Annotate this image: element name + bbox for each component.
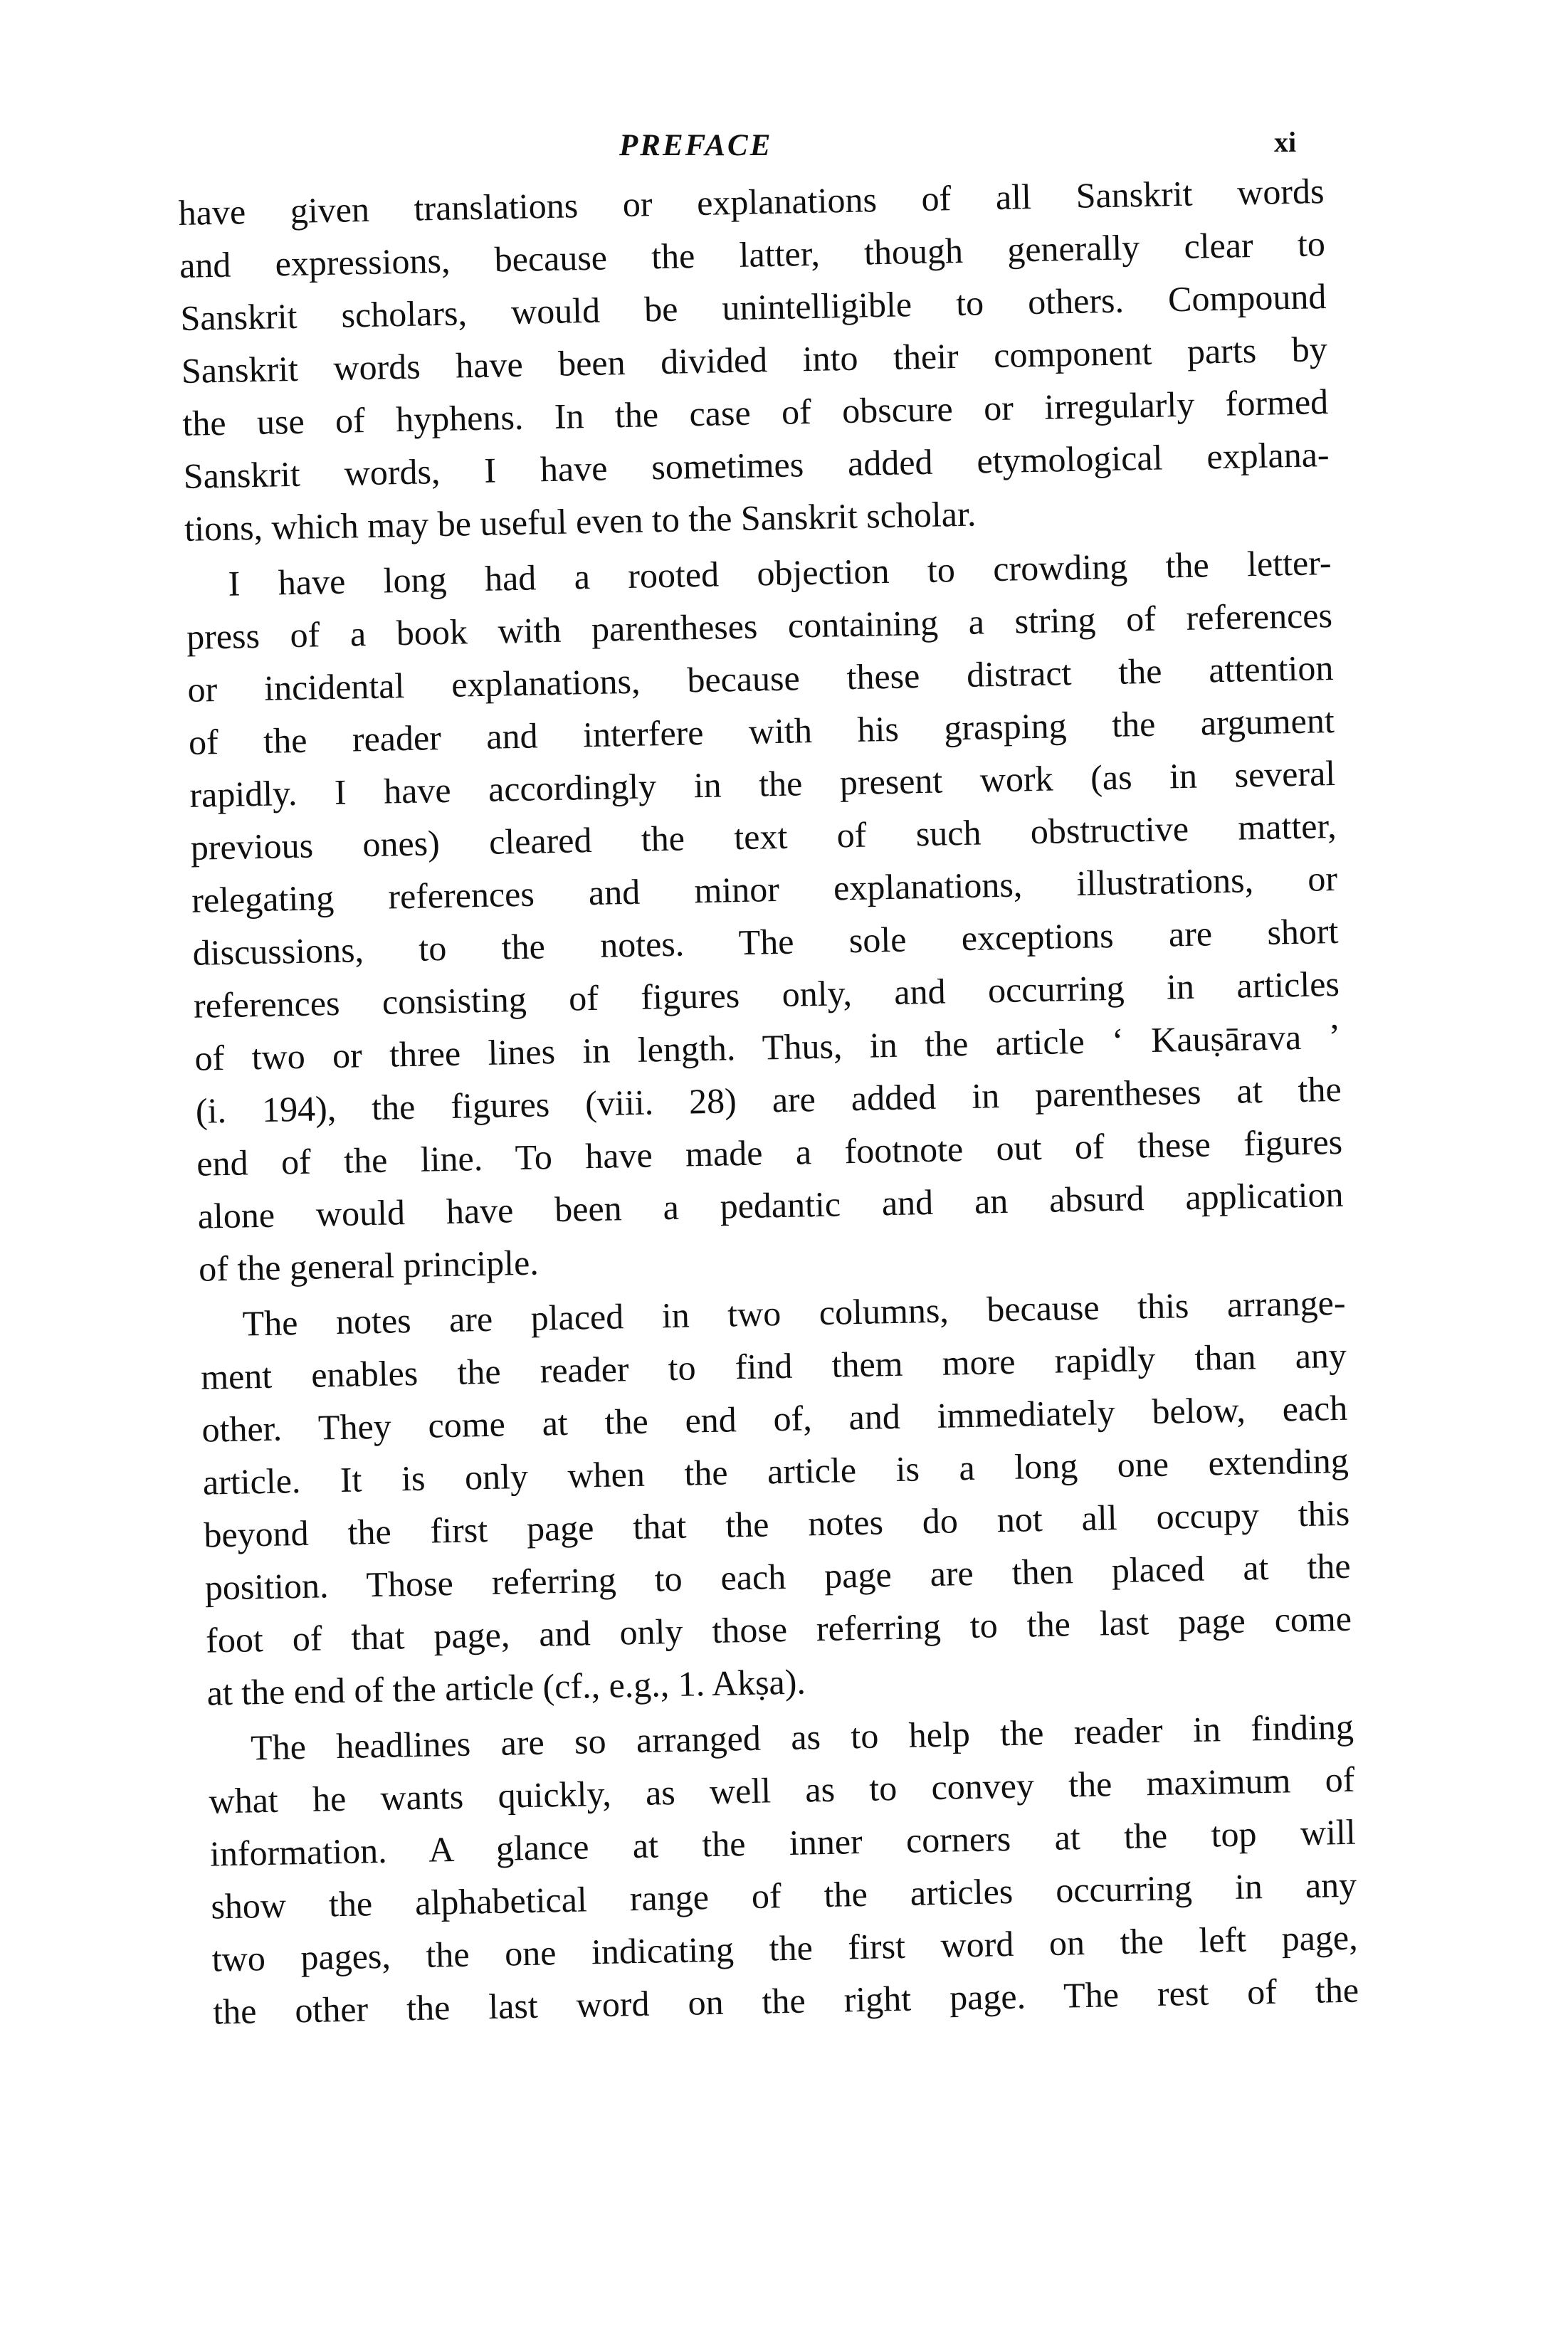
- text-line: other. They come at the end of, and immediately below, each: [201, 1387, 1348, 1450]
- text-line: Sanskrit words have been divided into their component parts by: [181, 329, 1328, 391]
- text-line: end of the line. To have made a footnote out of these figures: [196, 1121, 1343, 1184]
- text-line: the other the last word on the right page. The rest of the: [212, 1969, 1359, 2032]
- text-line: relegating references and minor explanations, illustrations, or: [191, 858, 1338, 920]
- text-line: information. A glance at the inner corners at the top will: [209, 1811, 1357, 1874]
- text-line: Sanskrit scholars, would be unintelligible to others. Compound: [180, 276, 1327, 338]
- text-line: The headlines are so arranged as to help the reader in finding: [250, 1706, 1354, 1768]
- text-line: article. It is only when the article is a long one extending: [202, 1440, 1349, 1502]
- text-line: foot of that page, and only those referring to the last page come: [205, 1598, 1352, 1660]
- text-line: (i. 194), the figures (viii. 28) are added in parentheses at the: [195, 1068, 1342, 1131]
- text-line: the use of hyphens. In the case of obscure or irregularly formed: [181, 381, 1329, 443]
- text-line: tions, which may be useful even to the Sanskrit scholar.: [184, 493, 977, 549]
- paragraph: [185, 536, 1345, 1295]
- text-line: two pages, the one indicating the first word on the left page,: [211, 1917, 1359, 1979]
- text-line: discussions, to the notes. The sole exceptions are short: [192, 910, 1339, 973]
- text-line: The notes are placed in two columns, because this arrange-: [242, 1282, 1346, 1344]
- text-line: at the end of the article (cf., e.g., 1. Akṣa).: [206, 1661, 806, 1713]
- paragraph: [207, 1700, 1359, 2038]
- text-line: press of a book with parentheses containing a string of references: [186, 594, 1333, 657]
- text-line: beyond the first page that the notes do not all occupy this: [203, 1492, 1350, 1555]
- text-line: alone would have been a pedantic and an absurd application: [197, 1174, 1345, 1236]
- text-line: references consisting of figures only, and occurring in articles: [193, 963, 1340, 1026]
- paragraph: [199, 1276, 1353, 1720]
- text-line: rapidly. I have accordingly in the present work (as in several: [189, 752, 1336, 815]
- text-line: or incidental explanations, because these distract the attention: [187, 647, 1334, 710]
- body-text: [178, 164, 1359, 2038]
- text-line: position. Those referring to each page are then placed at the: [204, 1545, 1352, 1608]
- text-line: previous ones) cleared the text of such obstructive matter,: [190, 805, 1337, 868]
- page-number: xi: [1274, 126, 1297, 158]
- running-head: [0, 128, 1568, 178]
- text-line: what he wants quickly, as well as to convey the maximum of: [209, 1759, 1355, 1821]
- text-line: of the reader and interfere with his grasping the argument: [188, 700, 1335, 762]
- text-line: of two or three lines in length. Thus, in the article ‘ Kauṣārava ’: [194, 1016, 1341, 1078]
- text-line: and expressions, because the latter, though generally clear to: [179, 223, 1326, 285]
- text-line: ment enables the reader to find them more rapidly than any: [200, 1334, 1347, 1397]
- text-line: have given translations or explanations of all Sanskrit words: [178, 171, 1325, 233]
- running-title: PREFACE: [619, 129, 773, 162]
- paragraph: [178, 164, 1331, 555]
- text-line: of the general principle.: [198, 1242, 540, 1289]
- text-line: I have long had a rooted objection to crowding the letter-: [228, 542, 1332, 604]
- text-line: Sanskrit words, I have sometimes added etymological explana-: [183, 434, 1330, 496]
- text-line: show the alphabetical range of the articles occurring in any: [210, 1864, 1357, 1927]
